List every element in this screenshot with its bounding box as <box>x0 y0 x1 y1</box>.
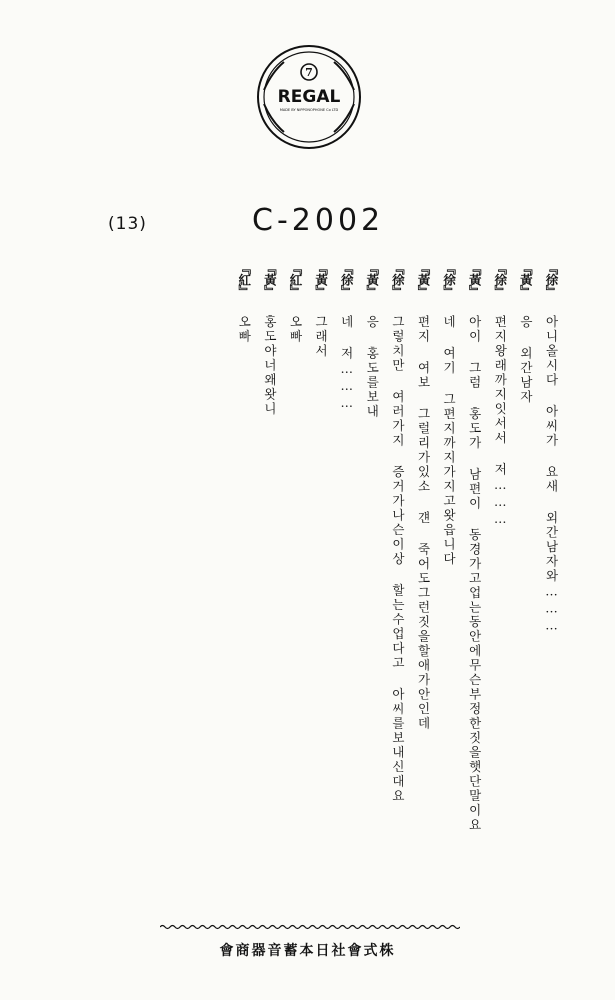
dialogue-line <box>386 262 408 803</box>
speaker-label: 『徐』 <box>544 262 559 297</box>
dialogue-line <box>412 262 434 731</box>
footer-rule <box>160 923 460 931</box>
speaker-label: 『黃』 <box>313 262 329 297</box>
dialogue-text: 오빠 <box>288 314 303 344</box>
dialogue-line <box>514 262 536 404</box>
dialogue-text: 네 저……… <box>339 314 355 412</box>
dialogue-line <box>438 262 460 566</box>
dialogue-text: 홍도야너왜왓니 <box>262 314 278 416</box>
dialogue-text: 그래서 <box>313 314 329 358</box>
record-number: C-2002 <box>252 203 385 238</box>
dialogue-text: 편지왕래까지잇서서 저……… <box>492 314 508 528</box>
publisher-name: 會商器音蓄本日社會式株 <box>219 943 396 959</box>
svg-text:7: 7 <box>305 66 313 79</box>
dialogue-text: 그렇치만 여러가지 증거가나슨이상 할는수업다고 아씨를보내신대요 <box>390 314 406 803</box>
dialogue-text: 아이 그럼 홍도가 남편이 동경가고업는동안에무슨부정한짓을햇단말이요 <box>467 314 483 832</box>
dialogue-line <box>310 262 332 358</box>
dialogue-text: 편지 여보 그럴리가있소 걘 죽어도그런짓을할애가안인데 <box>416 314 431 731</box>
dialogue-text: 응 홍도를보내 <box>364 314 380 419</box>
speaker-label: 『紅』 <box>236 262 252 297</box>
dialogue-text: 응 외간남자 <box>518 314 534 404</box>
dialogue-text: 아니올시다 아씨가 요새 외간남자와……… <box>544 314 559 634</box>
speaker-label: 『徐』 <box>492 262 508 297</box>
dialogue-text: 네 여기 그편지까지가지고왓읍니다 <box>441 314 457 566</box>
logo-brand: REGAL <box>277 87 341 107</box>
dialogue-line <box>335 262 357 412</box>
speaker-label: 『紅』 <box>288 262 303 297</box>
dialogue-line <box>540 262 562 634</box>
dialogue-line <box>463 262 485 832</box>
speaker-label: 『黃』 <box>518 262 534 297</box>
logo-subtext: MADE BY NIPPONOPHONE Co LTD <box>279 108 339 112</box>
speaker-label: 『黃』 <box>416 262 431 297</box>
page-number: (13) <box>108 214 147 234</box>
speaker-label: 『黃』 <box>364 262 380 297</box>
speaker-label: 『徐』 <box>441 262 457 297</box>
dialogue-text: 오빠 <box>236 314 252 344</box>
dialogue-line <box>361 262 383 419</box>
dialogue-line <box>258 262 280 416</box>
dialogue-line <box>233 262 255 344</box>
regal-logo <box>254 42 364 152</box>
speaker-label: 『徐』 <box>339 262 355 297</box>
dialogue-line <box>284 262 306 344</box>
speaker-label: 『徐』 <box>390 262 406 297</box>
speaker-label: 『黃』 <box>467 262 483 297</box>
speaker-label: 『黃』 <box>262 262 278 297</box>
dialogue-line <box>489 262 511 528</box>
